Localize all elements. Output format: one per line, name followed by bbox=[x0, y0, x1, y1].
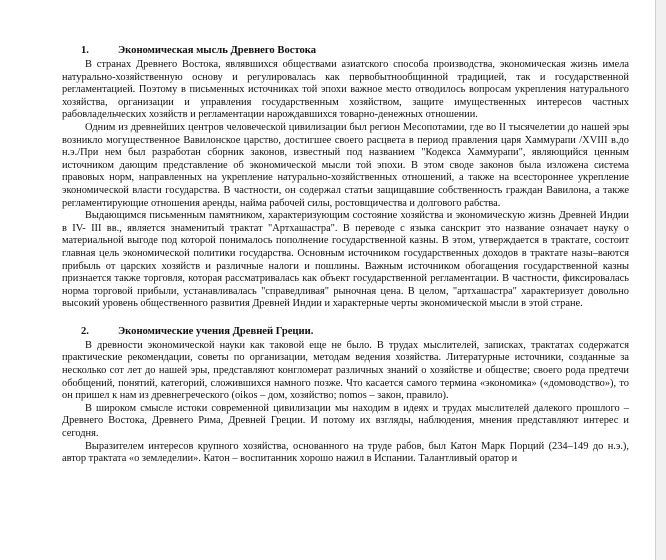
section-title: Экономические учения Древней Греции. bbox=[118, 325, 314, 337]
paragraph: В странах Древнего Востока, являвшихся обществами азиатского способа производства, экономическая жизнь имела натурально-хозяйственную основу и регулировалась как первобытнообщинной традицией, так и государственной регламентацией. Поэтому в письменных источниках той эпохи важное место отводилось вопросам укрепления натурального хозяйства, организации и управления государственным хозяйством, защите имущественных интересов частных рабовладельческих хозяйств и регламентации нарождавшихся товарно-денежных отношении. bbox=[62, 59, 629, 121]
section-number: 1. bbox=[81, 45, 89, 56]
section-title: Экономическая мысль Древнего Востока bbox=[118, 45, 317, 56]
section-number: 2. bbox=[81, 325, 89, 337]
vertical-scrollbar[interactable] bbox=[656, 0, 666, 560]
paragraph: Выдающимся письменным памятником, характеризующим состояние хозяйства и экономическую жизнь Древней Индии в IV- III вв., является знаменитый трактат "Артхашастра". В переводе с языка санскрит это название означает науку о материальной выгоде под которой понималось пополнение государственной казны. В этом, утверждается в трактате, состоит главная цель экономической политики государства. Основным источником государственных доходов в трактате назы–ваются прибыль от царских хозяйств и различные налоги и пошлины. Важным источником обогащения государственной казны признается также торговля, которая рассматривалась как объект государственной регламентации. В частности, фиксировалась норма торговой прибыли, устанавливалась "справедливая" рыночная цена. В целом, "артхашастра" характеризует довольно высокий уровень общественного развития Древней Индии и характерные черты экономической мысли в этой стране. bbox=[62, 210, 629, 310]
document-body bbox=[62, 44, 629, 466]
paragraph: Одним из древнейших центров человеческой цивилизации был регион Месопотамии, где во II тысячелетии до нашей эры возникло могущественное Вавилонское царство, достигшее своего расцвета в период правления царя Хаммурапи /XVIII в.до н.э./При нем был разработан сборник законов, известный под названием "Кодекса Хаммурапи", являющийся ценным источником дающим представление об экономической мысли той эпохи. В этом своде законов была изложена система правовых норм, направленных на укрепление натурально-хозяйственных отношений, а также на всестороннее укрепление экономической власти государства. В частности, он содержал статьи защищавшие собственность граждан Вавилона, а также регламентирующие отношения аренды, найма рабочей силы, ростовщичества и долгового рабства. bbox=[62, 121, 629, 209]
paragraph: В широком смысле истоки современной цивилизации мы находим в идеях и трудах мыслителей далекого прошлого – Древнего Востока, Древнего Рима, Древней Греции. И потому их взгляды, наблюдения, мнения представляют интерес и сегодня. bbox=[62, 402, 629, 440]
section-heading-1 bbox=[62, 44, 629, 57]
section-heading-2 bbox=[62, 325, 629, 338]
paragraph: Выразителем интересов крупного хозяйства, основанного на труде рабов, был Катон Марк Порций (234–149 до н.э.), автор трактата «о земледелии». Катон – воспитанник хорошо нажил в Испании. Талантливый оратор и bbox=[62, 440, 629, 465]
paragraph: В древности экономической науки как таковой еще не было. В трудах мыслителей, записках, трактатах содержатся практические рекомендации, советы по организации, методам ведения хозяйства. Литературные источники, созданные за несколько сот лет до нашей эры, представляют конгломерат различных знаний о хозяйстве и обществе; своего рода предтечи обобщений, понятий, категорий, сложившихся намного позже. Что касается самого термина «экономика» («домоводство»), то он пришел к нам из древнегреческого (oikos – дом, хозяйство; nomos – закон, правило). bbox=[62, 339, 629, 402]
